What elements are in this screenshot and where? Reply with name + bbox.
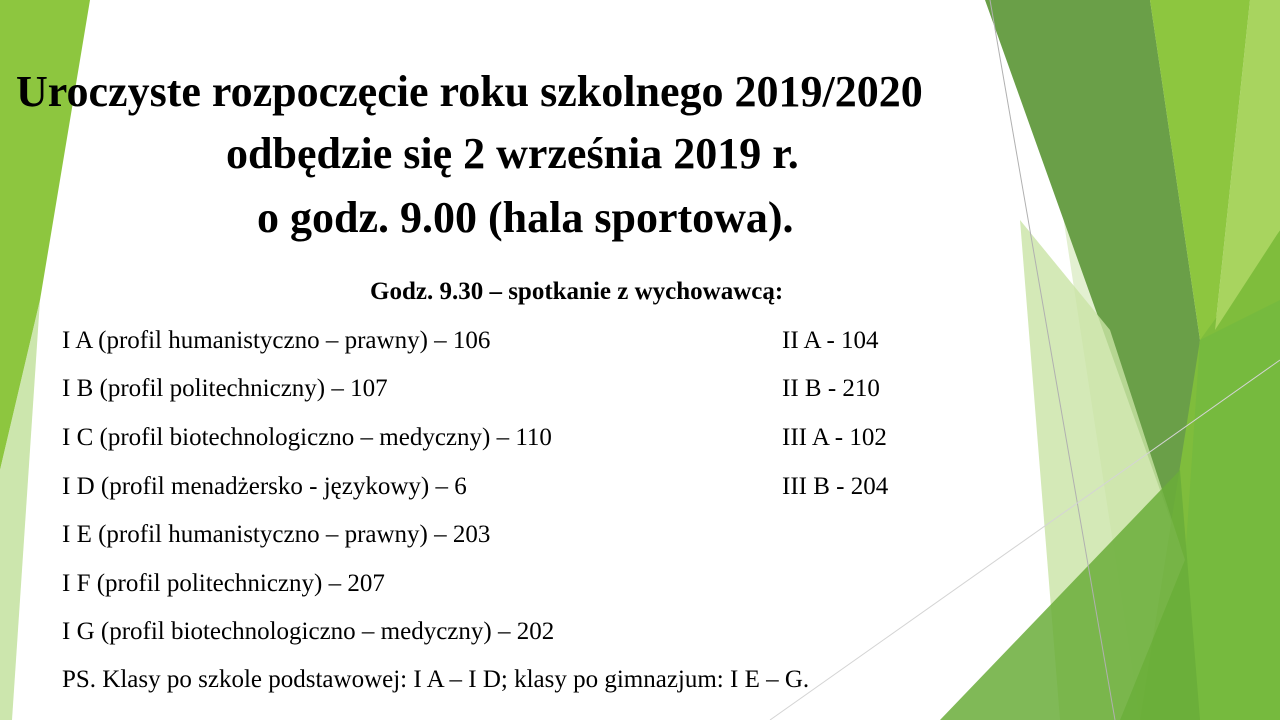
class-row: I F (profil politechniczny) – 207: [62, 570, 385, 597]
class-row: I A (profil humanistyczno – prawny) – 106: [62, 327, 491, 354]
class-row: I G (profil biotechnologiczno – medyczny) – 202: [62, 618, 555, 645]
class-row: I B (profil politechniczny) – 107: [62, 375, 388, 402]
upper-class-row: III B - 204: [782, 473, 889, 500]
class-row: I D (profil menadżersko - językowy) – 6: [62, 473, 467, 500]
upper-class-row: II A - 104: [782, 327, 879, 354]
note-text: PS. Klasy po szkole podstawowej: I A – I D; klasy po gimnazjum: I E – G.: [62, 666, 810, 693]
title-line-2: odbędzie się 2 września 2019 r.: [226, 129, 799, 178]
class-row: I E (profil humanistyczno – prawny) – 203: [62, 521, 491, 548]
upper-class-row: II B - 210: [782, 375, 880, 402]
upper-class-row: III A - 102: [782, 424, 887, 451]
title-line-1: Uroczyste rozpoczęcie roku szkolnego 2019/2020: [16, 67, 923, 116]
title-line-3: o godz. 9.00 (hala sportowa).: [257, 193, 794, 242]
class-row: I C (profil biotechnologiczno – medyczny) – 110: [62, 424, 552, 451]
meeting-time-heading: Godz. 9.30 – spotkanie z wychowawcą:: [370, 278, 784, 305]
